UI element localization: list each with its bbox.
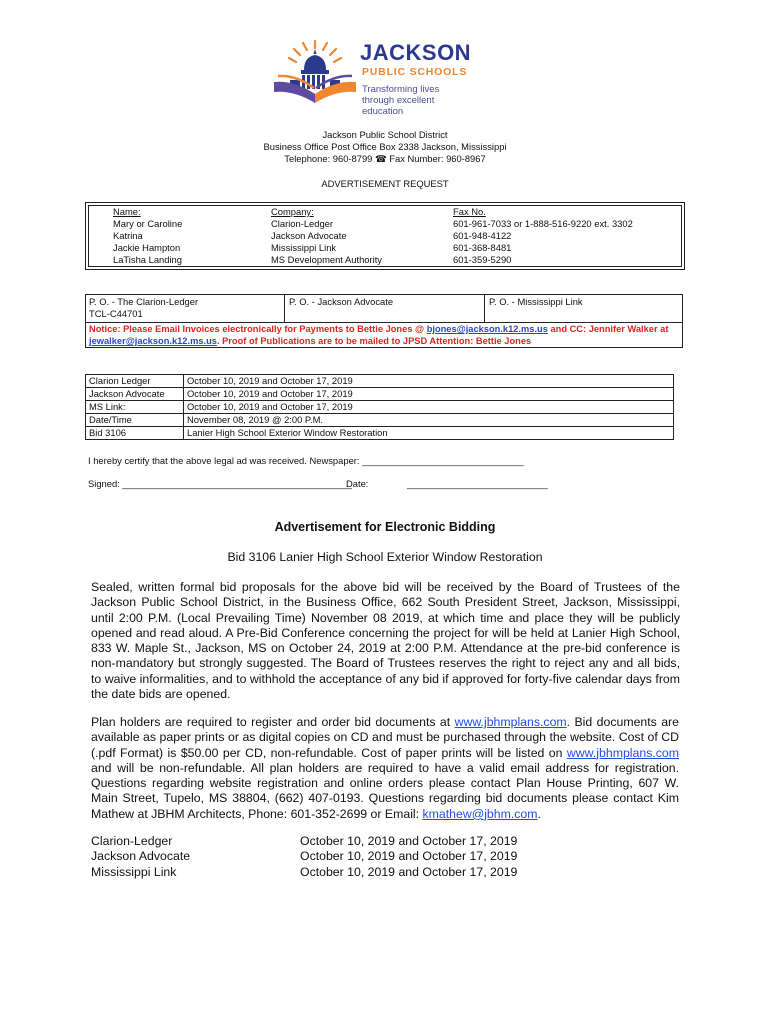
name-header: Name:	[113, 206, 141, 217]
jbhmplans-link[interactable]: www.jbhmplans.com	[566, 745, 679, 760]
logo-title: JACKSON	[360, 40, 472, 65]
pub-label: Date/Time	[86, 414, 184, 427]
jbhmplans-link[interactable]: www.jbhmplans.com	[454, 715, 567, 729]
fax-header: Fax No.	[453, 206, 486, 217]
schedule-paper: Jackson Advocate	[91, 849, 191, 864]
contact-company: Jackson Advocate	[271, 230, 347, 241]
certify-line: I hereby certify that the above legal ad was received. Newspaper: _______________________________	[88, 455, 524, 466]
ad-paragraph-2	[91, 715, 679, 822]
schedule-date: October 10, 2019 and October 17, 2019	[300, 834, 518, 848]
district-name: Jackson Public School District	[322, 129, 448, 140]
contact-fax: 601-359-5290	[453, 254, 512, 265]
contact-companies-column	[271, 206, 382, 266]
ad-paragraph-1: Sealed, written formal bid proposals for the above bid will be received by the Board of Trustees of the Jackson Public School District, in the Business Office, 662 South President Street, Jackson, Mississippi, until 2:00 P.M. (Local Prevailing Time) November 08 2019, at which time and place they will be publicly opened and read aloud. A Pre-Bid Conference concerning the project for will be held at Lanier High School, 833 W. Maple St., Jackson, MS on October 24, 2019 at 2:00 P.M. Attendance at the pre-bid conference is non-mandatory but strongly suggested. The Board of Trustees reserves the right to reject any and all bids, to waive informalities, and to withhold the acceptance of any bid if approved for forty-five calendar days from the date bids are opened.	[91, 580, 680, 702]
ad-text: Plan holders are required to register and order bid documents at	[91, 715, 455, 729]
schedule-date: October 10, 2019 and October 17, 2019	[300, 849, 518, 864]
pub-value: Lanier High School Exterior Window Restoration	[184, 427, 674, 440]
contact-name: LaTisha Landing	[113, 254, 182, 265]
ad-text: .	[537, 806, 541, 821]
pub-value: October 10, 2019 and October 17, 2019	[184, 388, 674, 401]
contact-fax: 601-948-4122	[453, 230, 512, 241]
district-address: Business Office Post Office Box 2338 Jackson, Mississippi	[263, 141, 507, 152]
po-clarion	[85, 294, 285, 322]
invoice-notice	[89, 323, 683, 347]
contact-fax: 601-961-7033 or 1-888-516-9220 ext. 3302	[453, 218, 633, 229]
signed-line: Signed: ____________________________________________	[88, 478, 352, 489]
table-row	[86, 375, 674, 388]
po-advocate	[285, 294, 485, 322]
po-clarion-code: TCL-C44701	[89, 308, 143, 319]
bjones-email-link[interactable]: bjones@jackson.k12.ms.us	[426, 324, 548, 334]
schedule-dates	[300, 834, 517, 880]
schedule-paper: Mississippi Link	[91, 864, 177, 879]
logo-subtitle: PUBLIC SCHOOLS	[362, 66, 468, 78]
contact-company: MS Development Authority	[271, 254, 382, 265]
contact-company: Clarion-Ledger	[271, 218, 334, 229]
po-link-label: P. O. - Mississippi Link	[489, 296, 583, 307]
pub-label: Clarion Ledger	[86, 375, 184, 388]
ad-bid-title: Bid 3106 Lanier High School Exterior Window Restoration	[227, 550, 543, 564]
table-row	[86, 401, 674, 414]
ad-title: Advertisement for Electronic Bidding	[274, 520, 496, 534]
table-row	[86, 388, 674, 401]
contact-name: Mary or Caroline	[113, 218, 183, 229]
jewalker-email-link[interactable]: jewalker@jackson.k12.ms.us	[89, 336, 217, 346]
notice-text: Notice: Please Email Invoices electronically for Payments to Bettie Jones @	[89, 324, 427, 334]
po-clarion-label: P. O. - The Clarion-Ledger	[89, 296, 199, 307]
notice-text: and CC: Jennifer Walker at	[547, 324, 669, 334]
schedule-papers	[91, 834, 190, 880]
kmathew-email-link[interactable]: kmathew@jbhm.com	[422, 806, 538, 821]
table-row	[86, 414, 674, 427]
schedule-paper: Clarion-Ledger	[91, 834, 173, 848]
pub-value: November 08, 2019 @ 2:00 P.M.	[184, 414, 674, 427]
capitol-book-icon	[270, 40, 360, 106]
table-row	[86, 427, 674, 440]
contact-company: Mississippi Link	[271, 242, 337, 253]
pub-label: Jackson Advocate	[86, 388, 184, 401]
ad-text: and will be non-refundable. All plan holders are required to have a valid email address for registration. Questions regarding website registration and online orders please contact Plan House Printing, 607 W. Main Street, Tupelo, MS 38804, (662) 407-0193. Questions regarding bid documents please contact Kim Mathew at JBHM Architects, Phone: 601-352-2699 or Email:	[91, 760, 679, 821]
district-phone: Telephone: 960-8799 ☎ Fax Number: 960-8967	[284, 153, 486, 164]
pub-label: MS Link:	[86, 401, 184, 414]
pub-label: Bid 3106	[86, 427, 184, 440]
company-header: Company:	[271, 206, 314, 217]
po-advocate-label: P. O. - Jackson Advocate	[289, 296, 394, 307]
contact-name: Katrina	[113, 230, 143, 241]
date-line: ___________________________	[407, 478, 548, 489]
notice-text: . Proof of Publications are to be mailed to JPSD Attention: Bettie Jones	[216, 336, 532, 346]
po-link	[485, 294, 683, 322]
logo-tagline: Transforming lives through excellent education	[362, 84, 440, 117]
ad-text: . Bid documents are available as paper prints or as digital copies on CD and must be purchased through the website. Cost of CD (.pdf Format) is $50.00 per CD, non-refundable. Cost of paper prints will be listed on	[91, 715, 679, 760]
pub-value: October 10, 2019 and October 17, 2019	[184, 401, 674, 414]
contact-fax: 601-368-8481	[453, 242, 512, 253]
schedule-date: October 10, 2019 and October 17, 2019	[300, 864, 518, 879]
contact-name: Jackie Hampton	[113, 242, 181, 253]
district-logo	[270, 40, 360, 106]
publication-table	[85, 374, 674, 440]
pub-value: October 10, 2019 and October 17, 2019	[184, 375, 674, 388]
date-label: Date:	[346, 478, 369, 489]
contact-names-column	[113, 206, 182, 266]
request-title: ADVERTISEMENT REQUEST	[321, 178, 449, 189]
contact-fax-column	[453, 206, 633, 266]
